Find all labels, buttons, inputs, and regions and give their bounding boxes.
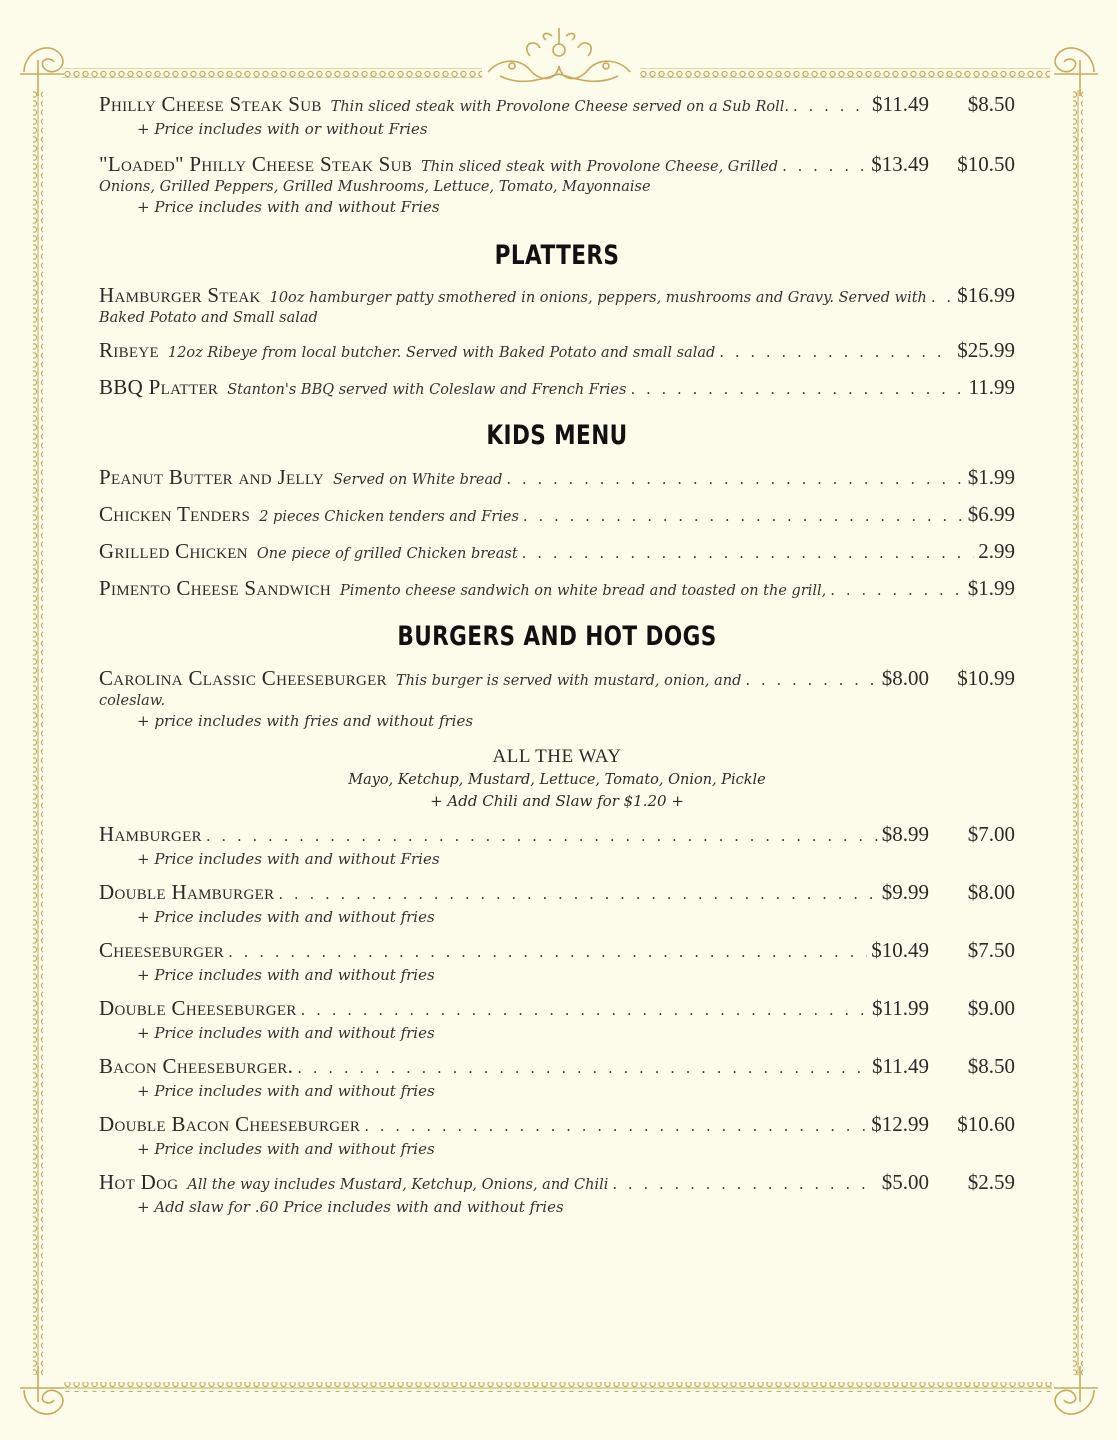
dot-leader [793,97,868,115]
item-price: $1.99 [967,465,1015,489]
dot-leader [782,157,867,175]
dot-leader [931,288,953,306]
menu-item-carolina-classic [99,666,1015,730]
price-with-fries: $9.99 [881,880,929,904]
all-the-way-addon: + Add Chili and Slaw for $1.20 + [430,792,684,810]
price-without-fries: $10.60 [957,1112,1015,1136]
all-the-way-toppings: Mayo, Ketchup, Mustard, Lettuce, Tomato, Onion, Pickle [348,772,766,788]
menu-item-pbj [99,465,1015,490]
price-with-fries: $11.99 [872,996,929,1020]
item-description: Thin sliced steak with Provolone Cheese, Grilled [421,159,779,175]
price-with-fries: $8.00 [881,666,929,690]
list-item [99,822,1015,868]
burger-list [99,822,1015,1216]
item-price: $1.99 [967,576,1015,600]
item-name: BBQ Platter [99,375,219,399]
price-without-fries: $7.00 [967,822,1015,846]
item-name: Ribeye [99,338,159,362]
price-without-fries: $10.50 [957,152,1015,176]
item-name: Double Cheeseburger [99,996,297,1020]
dot-leader [278,885,877,903]
price-with-fries: $5.00 [881,1170,929,1194]
price-with-fries: $11.49 [872,92,929,116]
item-name: Pimento Cheese Sandwich [99,576,331,600]
item-name: "Loaded" Philly Cheese Steak Sub [99,152,413,176]
price-without-fries: $10.99 [957,666,1015,690]
item-name: Cheeseburger [99,938,225,962]
dot-leader [612,1175,877,1193]
item-price: $6.99 [967,502,1015,526]
list-item [99,880,1015,926]
item-note: + price includes with fries and without fries [137,712,474,730]
dot-leader [719,343,953,361]
item-name: Peanut Butter and Jelly [99,465,324,489]
price-with-fries: $10.49 [871,938,929,962]
menu-item-pimento-cheese [99,576,1015,601]
item-name: Philly Cheese Steak Sub [99,92,322,116]
item-description: All the way includes Mustard, Ketchup, Onions, and Chili [187,1177,609,1193]
item-description: Served on White bread [332,472,503,488]
menu-item-bbq-platter [99,375,1015,400]
menu-item-ribeye [99,338,1015,363]
price-without-fries: $8.50 [967,1054,1015,1078]
item-description-cont: coleslaw. [99,693,166,709]
item-note: + Price includes with and without fries [137,1140,435,1158]
all-the-way-title: ALL THE WAY [492,746,622,767]
price-without-fries: $9.00 [967,996,1015,1020]
dot-leader [364,1117,867,1135]
item-name: Hamburger [99,822,202,846]
item-description: Thin sliced steak with Provolone Cheese served on a Sub Roll. [330,99,789,115]
item-description: 10oz hamburger patty smothered in onions, peppers, mushrooms and Gravy. Served with [269,290,927,306]
item-description-cont: Baked Potato and Small salad [99,310,318,326]
item-price: 11.99 [968,375,1015,399]
item-description-cont: Onions, Grilled Peppers, Grilled Mushrooms, Lettuce, Tomato, Mayonnaise [99,179,651,195]
dot-leader [297,1059,868,1077]
section-title-kids: KIDS MENU [486,420,628,451]
dot-leader [830,581,963,599]
item-note: + Price includes with or without Fries [137,120,428,138]
item-description: 2 pieces Chicken tenders and Fries [259,509,519,525]
item-name: Hamburger Steak [99,283,261,307]
item-description: 12oz Ribeye from local butcher. Served with Baked Potato and small salad [167,345,716,361]
item-price: $16.99 [957,283,1015,307]
item-name: Hot Dog [99,1170,179,1194]
item-name: Carolina Classic Cheeseburger [99,666,387,690]
menu-item-grilled-chicken [99,539,1015,564]
dot-leader [630,380,964,398]
all-the-way-block [99,746,1015,810]
item-price: $25.99 [957,338,1015,362]
dot-leader [206,827,878,845]
dot-leader [745,671,877,689]
list-item [99,1112,1015,1158]
menu-item-loaded-philly [99,152,1015,216]
section-title-burgers: BURGERS AND HOT DOGS [397,621,717,652]
list-item [99,996,1015,1042]
section-title-platters: PLATTERS [494,240,620,271]
dot-leader [522,544,975,562]
list-item [99,1170,1015,1216]
item-description: This burger is served with mustard, onion, and [395,673,742,689]
item-note: + Price includes with and without fries [137,1024,435,1042]
price-with-fries: $8.99 [881,822,929,846]
item-name: Double Hamburger [99,880,275,904]
menu-item-philly [99,92,1015,138]
item-note: + Price includes with and without fries [137,908,435,926]
item-description: Stanton's BBQ served with Coleslaw and French Fries [227,382,627,398]
dot-leader [301,1001,868,1019]
item-note: + Price includes with and without fries [137,966,435,984]
menu-item-chicken-tenders [99,502,1015,527]
dot-leader [506,470,963,488]
price-with-fries: $11.49 [872,1054,929,1078]
price-without-fries: $8.50 [967,92,1015,116]
price-without-fries: $7.50 [967,938,1015,962]
menu-item-hamburger-steak [99,283,1015,326]
item-name: Chicken Tenders [99,502,251,526]
item-price: 2.99 [978,539,1015,563]
price-without-fries: $2.59 [967,1170,1015,1194]
item-note: + Price includes with and without fries [137,1082,435,1100]
menu-content [99,88,1015,1216]
item-note: + Price includes with and without Fries [137,850,440,868]
item-name: Bacon Cheeseburger. [99,1054,294,1078]
item-name: Double Bacon Cheeseburger [99,1112,361,1136]
price-with-fries: $13.49 [871,152,929,176]
item-description: Pimento cheese sandwich on white bread and toasted on the grill, [339,583,827,599]
item-description: One piece of grilled Chicken breast [256,546,518,562]
item-name: Grilled Chicken [99,539,248,563]
list-item [99,1054,1015,1100]
item-note: + Price includes with and without Fries [137,198,440,216]
price-without-fries: $8.00 [967,880,1015,904]
dot-leader [228,943,867,961]
list-item [99,938,1015,984]
item-note: + Add slaw for .60 Price includes with and without fries [137,1198,564,1216]
dot-leader [523,507,964,525]
price-with-fries: $12.99 [871,1112,929,1136]
